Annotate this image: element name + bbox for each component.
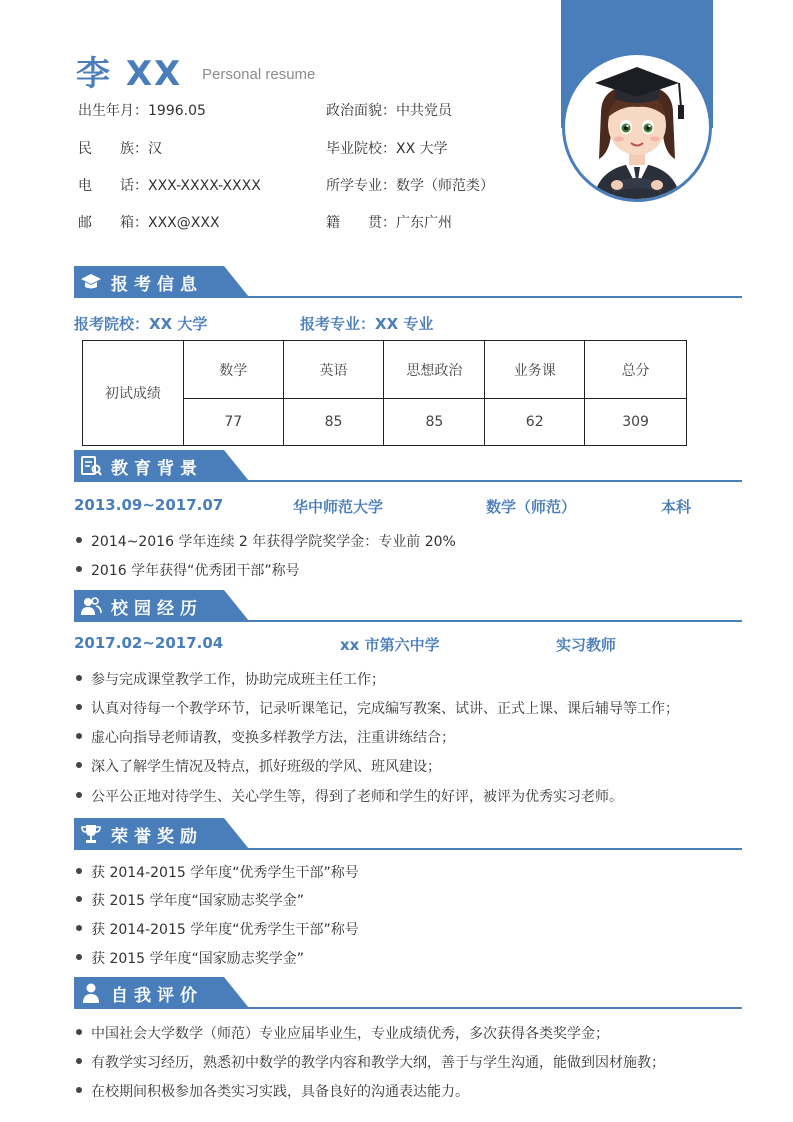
list-item: 获 2014-2015 学年度“优秀学生干部”称号 [76,919,359,939]
list-item: 2016 学年获得“优秀团干部”称号 [76,560,300,580]
edu-degree: 本科 [661,498,692,516]
info-hometown: 籍 贯：广东广州 [326,215,452,231]
info-phone: 电 话：XXX-XXXX-XXXX [78,178,261,194]
table-row [83,341,687,399]
certificate-icon [80,456,102,476]
list-item: 认真对待每一个教学环节，记录听课笔记，完成编写教案、试讲、正式上课、课后辅导等工作； [76,698,679,718]
info-major: 所学专业：数学（师范类） [326,178,494,194]
score-politics: 85 [384,399,485,446]
score-col-english: 英语 [283,341,384,399]
score-major: 62 [485,399,585,446]
exam-school: 报考院校：XX 大学 [74,315,208,333]
edu-school: 华中师范大学 [293,498,384,516]
score-english: 85 [283,399,384,446]
info-birth: 出生年月：1996.05 [78,103,206,119]
graduation-cap-icon [80,272,102,292]
person-icon [80,983,102,1003]
list-item: 获 2015 学年度“国家励志奖学金” [76,890,304,910]
trophy-icon [80,824,102,844]
section-exam-title: 报考信息 [111,275,203,295]
users-icon [80,596,102,616]
campus-period: 2017.02~2017.04 [74,634,224,652]
resume-subtitle: Personal resume [202,66,316,83]
list-item: 深入了解学生情况及特点，抓好班级的学风、班风建设； [76,756,441,776]
section-exam-header [74,266,742,298]
score-col-total: 总分 [585,341,687,399]
list-item: 获 2015 学年度“国家励志奖学金” [76,948,304,968]
info-ethnicity: 民 族：汉 [78,141,162,157]
score-col-major: 业务课 [485,341,585,399]
list-item: 虚心向指导老师请教，变换多样教学方法，注重讲练结合； [76,727,455,747]
edu-period: 2013.09~2017.07 [74,496,224,514]
section-education-header [74,450,742,482]
campus-role: 实习教师 [556,636,617,654]
score-col-math: 数学 [183,341,283,399]
info-email: 邮 箱：XXX@XXX [78,215,220,231]
edu-major: 数学（师范） [486,498,577,516]
section-campus-header [74,590,742,622]
section-campus-title: 校园经历 [111,599,203,619]
section-self-header [74,977,742,1009]
campus-org: xx 市第六中学 [340,636,440,654]
score-total: 309 [585,399,687,446]
section-honors-header [74,818,742,850]
section-honors-title: 荣誉奖励 [111,827,203,847]
list-item: 参与完成课堂教学工作，协助完成班主任工作； [76,669,385,689]
avatar-illustration [565,55,709,199]
score-row-label: 初试成绩 [83,341,184,446]
exam-major: 报考专业：XX 专业 [300,315,434,333]
score-math: 77 [183,399,283,446]
info-political: 政治面貌：中共党员 [326,103,452,119]
list-item: 在校期间积极参加各类实习实践，具备良好的沟通表达能力。 [76,1081,469,1101]
info-school: 毕业院校：XX 大学 [326,141,448,157]
resume-name: 李 XX [76,54,183,94]
list-item: 2014~2016 学年连续 2 年获得学院奖学金：专业前 20% [76,531,456,551]
score-table [82,340,687,446]
list-item: 中国社会大学数学（师范）专业应届毕业生，专业成绩优秀，多次获得各类奖学金； [76,1023,609,1043]
avatar [562,52,712,202]
list-item: 有教学实习经历，熟悉初中数学的教学内容和教学大纲，善于与学生沟通，能做到因材施教； [76,1052,665,1072]
section-self-title: 自我评价 [111,986,203,1006]
section-education-title: 教育背景 [111,459,203,479]
list-item: 公平公正地对待学生、关心学生等，得到了老师和学生的好评，被评为优秀实习老师。 [76,786,623,806]
score-col-politics: 思想政治 [384,341,485,399]
list-item: 获 2014-2015 学年度“优秀学生干部”称号 [76,862,359,882]
